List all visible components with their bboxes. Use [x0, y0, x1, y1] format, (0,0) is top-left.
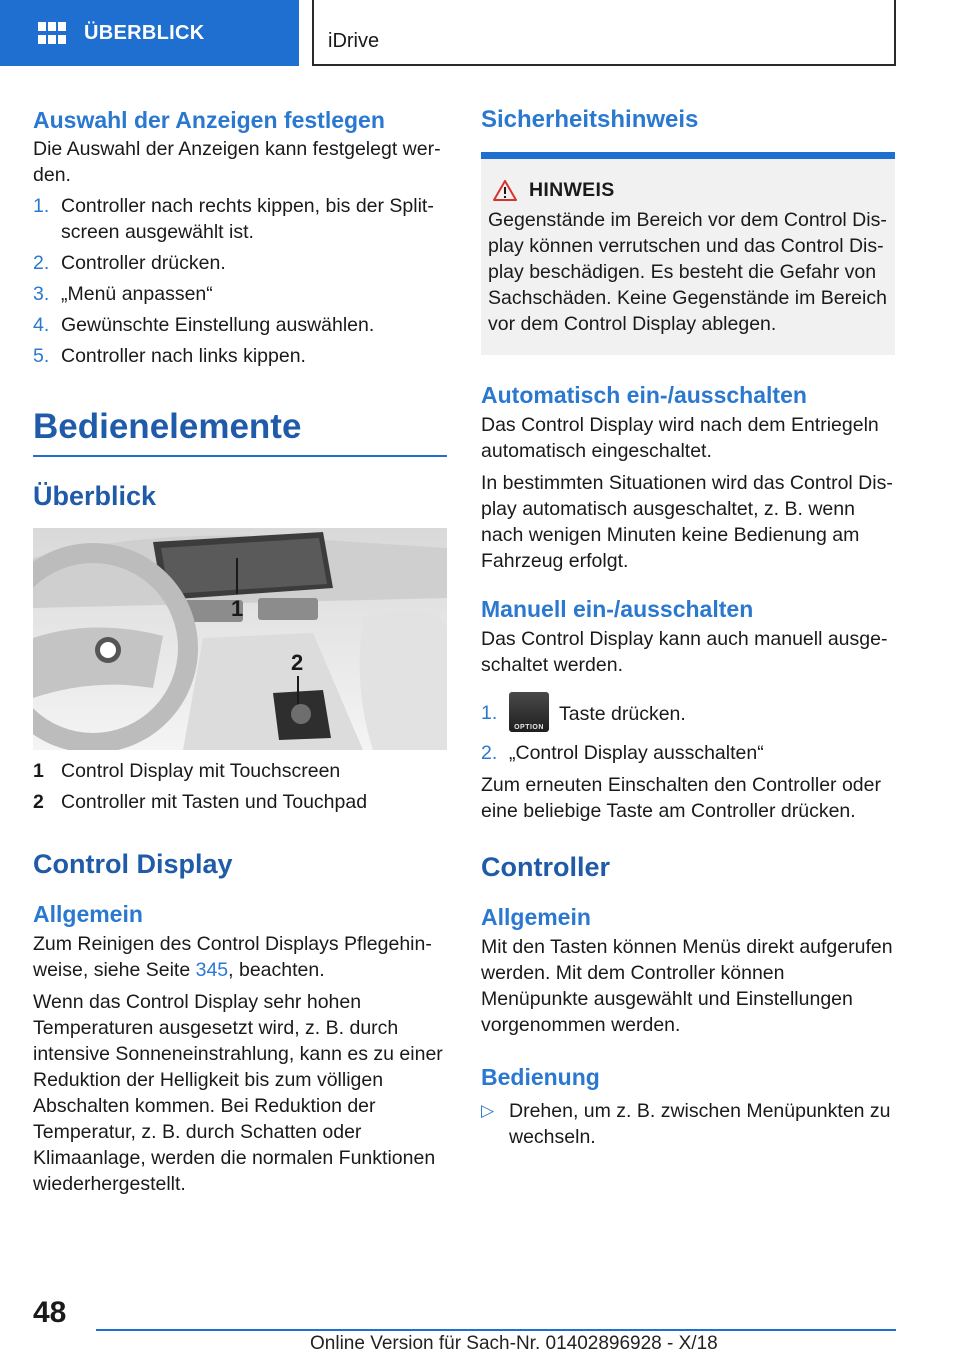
- list-item: ▷ Drehen, um z. B. zwischen Menüpunkten zu wechseln.: [481, 1100, 891, 1148]
- bedienung-list: [481, 1098, 895, 1150]
- list-item: 2. Controller drücken.: [33, 252, 226, 274]
- list-item: 5. Controller nach links kippen.: [33, 345, 306, 367]
- footer-text: Online Version für Sach-Nr. 01402896928 - X/18: [310, 1333, 718, 1354]
- cockpit-photo: [33, 528, 447, 750]
- page-number: 48: [33, 1296, 67, 1329]
- warning-rule: [481, 152, 895, 159]
- overview-tab-label: ÜBERBLICK: [84, 21, 205, 44]
- section-box: [312, 0, 896, 66]
- controller-heading: Controller: [481, 852, 611, 882]
- controller-allgemein-heading: Allgemein: [481, 904, 591, 930]
- warning-triangle-icon: [493, 180, 517, 201]
- list-item: 4. Gewünschte Einstellung auswählen.: [33, 314, 375, 336]
- right-column: [481, 96, 895, 1150]
- photo-legend: [33, 758, 447, 815]
- list-item: 1. OPTION Taste drücken.: [481, 692, 895, 735]
- manuell-paragraph-2: Zum erneuten Einschalten den Controller oder eine beliebige Taste am Controller drücken.: [481, 774, 881, 822]
- manuell-heading: Manuell ein-/ausschalten: [481, 596, 754, 622]
- allgemein-paragraph-2: Wenn das Control Display sehr hohen Temperaturen ausgesetzt wird, z. B. durch intensive Sonneneinstrahlung, kann es zu einer Reduktion der Helligkeit bis zum völligen Abschalten kommen. Bei Reduktion der Temperatur, z. B. durch Schatten oder Klimaanlage, werden die normalen Funktionen wiederhergestellt.: [33, 991, 443, 1195]
- auswahl-steps: [33, 193, 447, 369]
- automatisch-paragraph-1: Das Control Display wird nach dem Entriegeln automatisch eingeschaltet.: [481, 414, 879, 462]
- left-column: [33, 96, 447, 1197]
- control-display-heading: Control Display: [33, 849, 233, 879]
- page-header: [0, 0, 960, 66]
- callout-2: 2: [291, 650, 304, 675]
- list-item: 1. Controller nach rechts kippen, bis der Splitscreen ausgewählt ist.: [33, 195, 434, 243]
- list-item: 3. „Menü anpassen“: [33, 283, 213, 305]
- page-link[interactable]: 345: [195, 959, 229, 981]
- legend-item: 2 Controller mit Tasten und Touchpad: [33, 791, 368, 813]
- automatisch-heading: Automatisch ein-/ausschalten: [481, 382, 807, 408]
- grid-icon: [38, 22, 66, 44]
- manuell-steps: [481, 692, 895, 766]
- warning-head: [493, 179, 887, 202]
- heading-rule: [33, 455, 447, 457]
- footer-rule: [96, 1329, 896, 1331]
- legend-item: 1 Control Display mit Touchscreen: [33, 760, 341, 782]
- list-item: 2. „Control Display ausschalten“: [481, 742, 764, 764]
- section-label: iDrive: [328, 30, 380, 52]
- sicherheit-heading: Sicherheitshinweis: [481, 106, 699, 133]
- auswahl-heading: Auswahl der Anzeigen festlegen: [33, 107, 385, 133]
- bedienelemente-heading: Bedienelemente: [33, 407, 302, 446]
- ueberblick-heading: Überblick: [33, 481, 157, 511]
- automatisch-paragraph-2: In bestimmten Situationen wird das Control Display automatisch ausgeschaltet, z. B. wenn nach wenigen Minuten keine Bedienung am Fahrzeug erfolgt.: [481, 472, 893, 572]
- option-key-icon: OPTION: [509, 692, 549, 732]
- warning-title: HINWEIS: [529, 179, 615, 201]
- allgemein-heading: Allgemein: [33, 901, 143, 927]
- warning-box: [481, 159, 895, 355]
- cockpit-illustration: [33, 528, 447, 750]
- controller-allgemein-paragraph: Mit den Tasten können Menüs direkt aufgerufen werden. Mit dem Controller können Menüpunkte ausgewählt und Einstellungen vorgenommen werden.: [481, 936, 893, 1036]
- warning-text: Gegenstände im Bereich vor dem Control Display können verrutschen und das Control Display beschädigen. Es besteht die Gefahr von Sachschäden. Keine Gegenstände im Bereich vor dem Control Display ablegen.: [488, 209, 887, 335]
- bedienung-heading: Bedienung: [481, 1064, 600, 1090]
- allgemein-paragraph-1: Zum Reinigen des Control Displays Pflegehinweise, siehe Seite 345, beachten.: [33, 933, 432, 981]
- triangle-bullet-icon: ▷: [481, 1101, 495, 1120]
- callout-1: 1: [231, 596, 244, 621]
- overview-tab[interactable]: [0, 0, 299, 66]
- manuell-paragraph-1: Das Control Display kann auch manuell ausgeschaltet werden.: [481, 628, 888, 676]
- auswahl-intro: Die Auswahl der Anzeigen kann festgelegt werden.: [33, 138, 441, 186]
